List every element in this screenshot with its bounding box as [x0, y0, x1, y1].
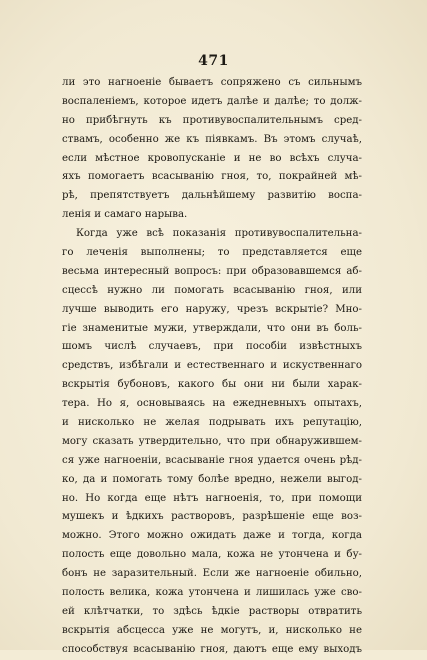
text-line: ся уже нагноеніи, всасываніе гноя удается очень рѣд- [62, 454, 362, 466]
text-line: весьма интересный вопросъ: при образовавшемся аб- [62, 265, 362, 277]
text-line: полость еще довольно мала, кожа не утончена и бу- [62, 549, 362, 561]
text-line: ей клѣтчатки, то здѣсь ѣдкіе растворы отвратить [62, 605, 362, 617]
text-line: способствуя всасыванію гноя, даютъ еще ему выходъ [62, 643, 362, 655]
text-line: ко, да и помогать тому болѣе вредно, нежели выгод- [62, 473, 362, 485]
text-line: ленія и самаго нарыва. [62, 209, 188, 221]
text-line: могу сказать утвердительно, что при обнаружившем- [62, 435, 362, 447]
text-line: Когда уже всѣ показанія противувоспалительна- [76, 228, 362, 240]
text-line: полость велика, кожа утончена и лишилась уже сво- [62, 587, 362, 599]
text-line: вскрытія абсцесса уже не могутъ, и, нисколько не [62, 624, 362, 636]
text-line: вскрытія бубоновъ, какого бы они ни были харак- [62, 379, 362, 391]
text-line: лучше выводить его наружу, чрезъ вскрытіе? Мно- [62, 303, 362, 315]
text-line: ли это нагноеніе бываетъ сопряжено съ сильнымъ [62, 77, 362, 88]
text-line: го леченія выполнены; то представляется еще [62, 247, 362, 259]
text-line: тера. Но я, основываясь на ежедневныхъ опытахъ, [62, 398, 362, 410]
text-line: бонъ не заразительный. Если же нагноеніе обильно, [62, 568, 362, 580]
text-line: гіе знаменитые мужи, утверждали, что они въ боль- [62, 322, 362, 334]
text-line: если мѣстное кровопусканіе и не во всѣхъ случа- [62, 152, 362, 164]
text-line: ствамъ, особенно же къ піявкамъ. Въ этомъ случаѣ, [62, 133, 362, 145]
page-number: 471 [198, 53, 229, 69]
text-line: мушекъ и ѣдкихъ растворовъ, разрѣшеніе еще воз- [62, 511, 362, 523]
text-line: и нисколько не желая подрывать ихъ репутацію, [62, 417, 362, 429]
text-line: можно. Этого можно ожидать даже и тогда, когда [62, 530, 362, 542]
text-line: яхъ помогаетъ всасыванію гноя, то, покрайней мѣ- [62, 171, 362, 183]
text-line: но. Но когда еще нѣтъ нагноенія, то, при помощи [62, 492, 362, 504]
text-line: воспаленіемъ, которое идетъ далѣе и далѣе; то долж- [62, 95, 362, 107]
text-line: сцессѣ нужно ли помогать всасыванію гноя, или [62, 284, 362, 296]
body-text [62, 74, 362, 660]
text-line: но прибѣгнуть къ противувоспалительнымъ сред- [62, 114, 362, 126]
text-line: средствъ, избѣгали и естественнаго и искуственнаго [62, 360, 362, 372]
text-line: шомъ числѣ случаевъ, при пособіи извѣстныхъ [62, 341, 362, 353]
text-line: рѣ, препятствуетъ дальнѣйшему развитію воспа- [62, 190, 362, 202]
